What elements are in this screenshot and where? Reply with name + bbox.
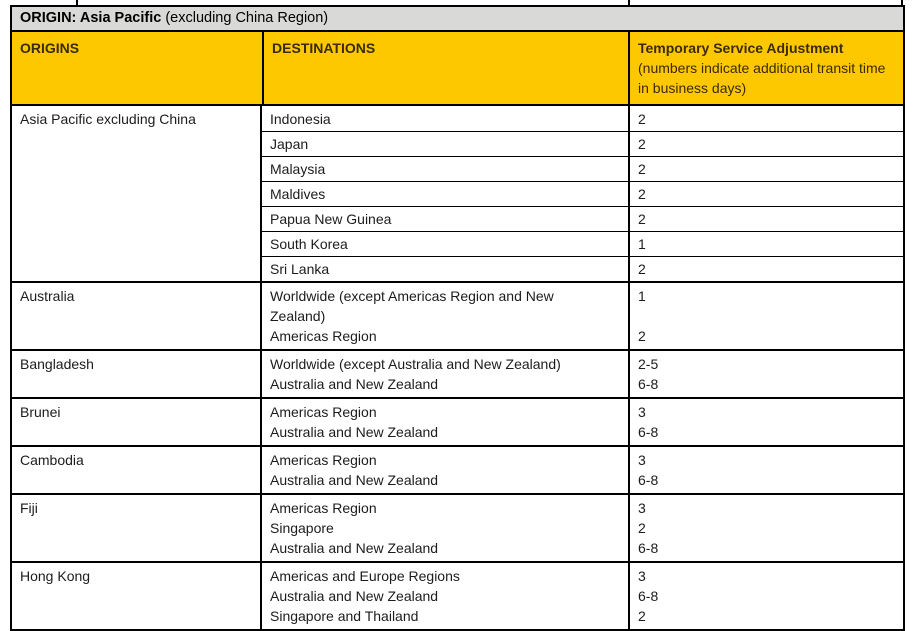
origin-cell: Asia Pacific excluding China — [12, 106, 262, 281]
destination-label: Australia and New Zealand — [270, 424, 439, 440]
adjustment-cell: 2 — [628, 106, 903, 131]
destination-cell — [262, 326, 628, 349]
table-section — [12, 349, 903, 397]
destination-label: Singapore — [270, 520, 334, 536]
table-section — [12, 561, 903, 629]
adjustment-cell: 6-8 — [628, 470, 903, 493]
remnant-divider-line — [628, 0, 630, 5]
adjustment-cell: 2 — [628, 206, 903, 231]
adjustment-cell: 2 — [628, 181, 903, 206]
destination-label: Americas Region — [270, 452, 377, 468]
adjustment-cell: 6-8 — [628, 538, 903, 561]
destination-label: Australia and New Zealand — [270, 588, 439, 604]
destination-label: Japan — [270, 136, 309, 152]
destination-label: Maldives — [270, 186, 326, 202]
destination-label: Worldwide (except Americas Region and New Zealand) — [270, 288, 554, 324]
destination-cell — [262, 351, 628, 374]
destination-label: Australia and New Zealand — [270, 472, 439, 488]
adjustment-cell: 2 — [628, 131, 903, 156]
adjustment-header-title: Temporary Service Adjustment — [638, 40, 844, 56]
origin-cell: Fiji — [12, 495, 262, 561]
remnant-divider-line — [76, 0, 78, 5]
destination-cell — [262, 563, 628, 586]
destination-cell — [262, 586, 628, 606]
adjustment-cell: 6-8 — [628, 374, 903, 397]
table-section — [12, 445, 903, 493]
adjustment-cell: 3 — [628, 563, 903, 586]
adjustment-cell: 2 — [628, 606, 903, 629]
destination-label: Americas Region — [270, 404, 377, 420]
origin-band — [12, 7, 903, 32]
origin-cell: Brunei — [12, 399, 262, 445]
adjustment-cell: 3 — [628, 447, 903, 470]
adjustment-header-subtitle: (numbers indicate additional transit time in business days) — [638, 60, 886, 96]
previous-table-remnant — [10, 0, 905, 5]
adjustment-cell: 1 — [628, 231, 903, 256]
destination-label: Americas Region — [270, 328, 377, 344]
origin-band-subtitle: (excluding China Region) — [161, 10, 329, 26]
destination-cell — [262, 495, 628, 518]
column-header-adjustment — [628, 32, 903, 104]
origin-cell: Bangladesh — [12, 351, 262, 397]
destination-label: Sri Lanka — [270, 261, 330, 277]
table-section — [12, 493, 903, 561]
destination-cell — [262, 374, 628, 397]
destination-cell — [262, 538, 628, 561]
adjustment-cell: 1 — [628, 283, 903, 326]
adjustment-cell: 3 — [628, 495, 903, 518]
destination-cell — [262, 606, 628, 629]
origin-cell: Hong Kong — [12, 563, 262, 629]
destination-cell — [262, 283, 628, 326]
adjustment-cell: 3 — [628, 399, 903, 422]
table-body — [12, 106, 903, 629]
destination-cell — [262, 181, 628, 206]
destination-label: Worldwide (except Australia and New Zealand) — [270, 356, 561, 372]
table-header-row — [12, 32, 903, 106]
column-header-origins: ORIGINS — [20, 40, 80, 56]
destination-cell — [262, 518, 628, 538]
destination-cell — [262, 231, 628, 256]
destination-label: Americas and Europe Regions — [270, 568, 460, 584]
origin-band-title: ORIGIN: Asia Pacific — [20, 10, 162, 26]
destination-cell — [262, 206, 628, 231]
origin-cell: Cambodia — [12, 447, 262, 493]
adjustment-cell: 2 — [628, 326, 903, 349]
adjustment-cell: 6-8 — [628, 422, 903, 445]
column-header-destinations: DESTINATIONS — [262, 32, 628, 104]
table-section — [12, 106, 903, 281]
destination-label: Americas Region — [270, 500, 377, 516]
destination-cell — [262, 399, 628, 422]
adjustment-cell: 2 — [628, 518, 903, 538]
origin-cell: Australia — [12, 283, 262, 349]
destination-cell — [262, 256, 628, 281]
destination-label: Singapore and Thailand — [270, 608, 419, 624]
remnant-divider-line — [901, 0, 903, 5]
destination-cell — [262, 106, 628, 131]
destination-cell — [262, 422, 628, 445]
destination-label: Malaysia — [270, 161, 326, 177]
destination-label: South Korea — [270, 236, 348, 252]
destination-cell — [262, 470, 628, 493]
adjustment-cell: 2-5 — [628, 351, 903, 374]
service-adjustment-table — [10, 5, 905, 631]
table-section — [12, 281, 903, 349]
destination-cell — [262, 447, 628, 470]
destination-label: Australia and New Zealand — [270, 376, 439, 392]
adjustment-cell: 2 — [628, 256, 903, 281]
destination-label: Indonesia — [270, 110, 331, 127]
destination-label: Australia and New Zealand — [270, 540, 439, 556]
destination-cell — [262, 131, 628, 156]
adjustment-cell: 6-8 — [628, 586, 903, 606]
adjustment-cell: 2 — [628, 156, 903, 181]
destination-label: Papua New Guinea — [270, 211, 392, 227]
table-section — [12, 397, 903, 445]
destination-cell — [262, 156, 628, 181]
